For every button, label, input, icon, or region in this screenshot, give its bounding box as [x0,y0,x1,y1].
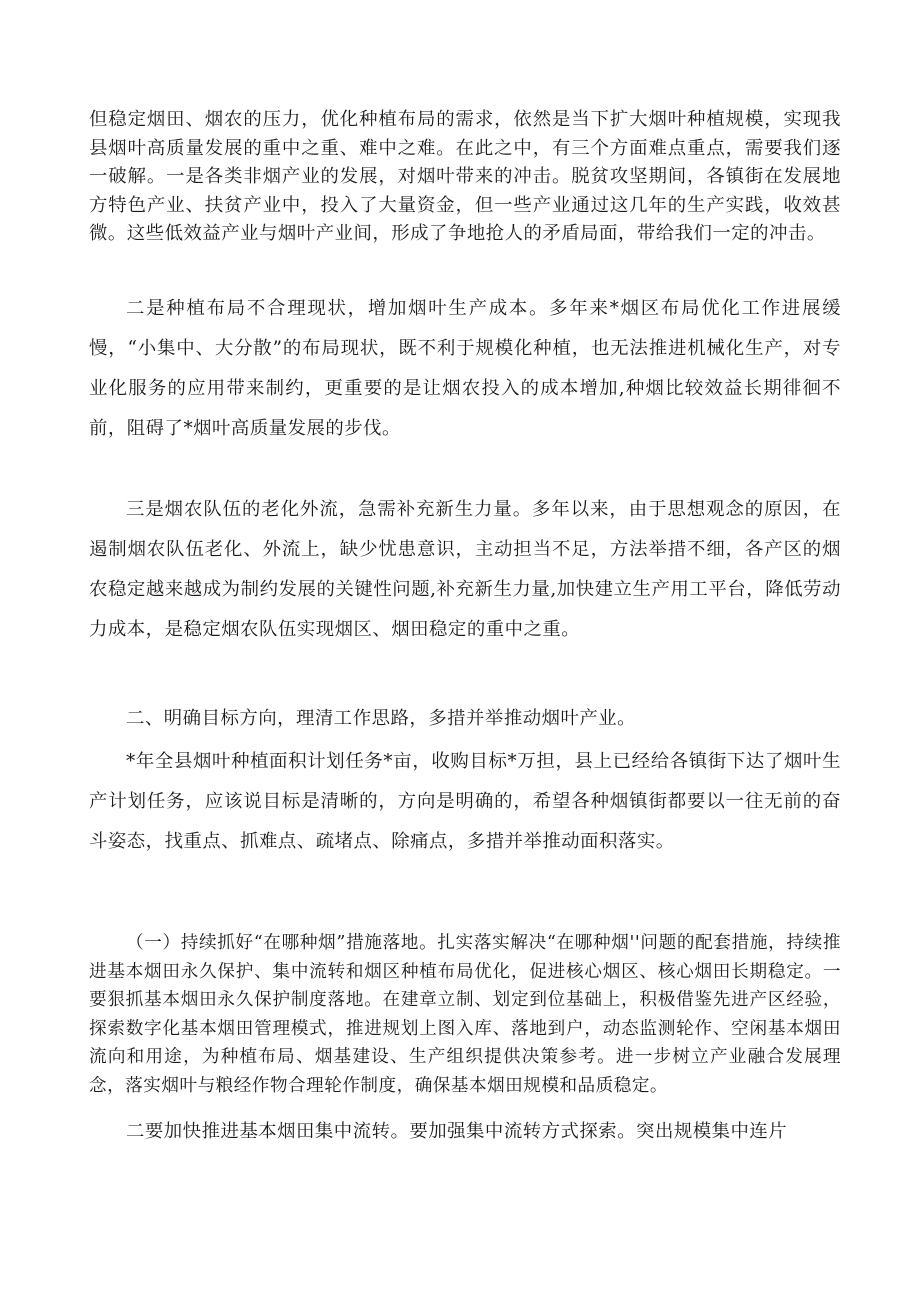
paragraph-annual-targets: *年全县烟叶种植面积计划任务*亩，收购目标*万担，县上已经给各镇街下达了烟叶生产计划任务，应该说目标是清晰的，方向是明确的，希望各种烟镇街都要以一往无前的奋斗姿态，找重点、抓难点、疏堵点、除痛点，多措并举推动面积落实。 [89,751,841,852]
section-heading-goals: 二、明确目标方向，理清工作思路，多措并举推动烟叶产业。 [126,708,637,729]
paragraph-where-to-plant: （一）持续抓好“在哪种烟”措施落地。扎实落实解决“在哪种烟''问题的配套措施，持续推进基本烟田永久保护、集中流转和烟区种植布局优化，促进核心烟区、核心烟田长期稳定。一要狠抓基本烟田永久保护制度落地。在建章立制、划定到位基础上，积极借鉴先进产区经验，探索数字化基本烟田管理模式，推进规划上图入库、落地到户，动态监测轮作、空闲基本烟田流向和用途，为种植布局、烟基建设、生产组织提供决策参考。进一步树立产业融合发展理念，落实烟叶与粮经作物合理轮作制度，确保基本烟田规模和品质稳定。 [89,933,841,1096]
paragraph-non-tobacco-industries: 但稳定烟田、烟农的压力，优化种植布局的需求，依然是当下扩大烟叶种植规模，实现我县烟叶高质量发展的重中之重、难中之难。在此之中，有三个方面难点重点，需要我们逐一破解。一是各类非烟产业的发展，对烟叶带来的冲击。脱贫攻坚期间，各镇街在发展地方特色产业、扶贫产业中，投入了大量资金，但一些产业通过这几年的生产实践，收效甚微。这些低效益产业与烟叶产业间，形成了争地抢人的矛盾局面，带给我们一定的冲击。 [89,109,841,244]
paragraph-planting-layout: 二是种植布局不合理现状，增加烟叶生产成本。多年来*烟区布局优化工作进展缓慢，“小集中、大分散”的布局现状，既不利于规模化种植，也无法推进机械化生产，对专业化服务的应用带来制约，更重要的是让烟农投入的成本增加,种烟比较效益长期徘徊不前，阻碍了*烟叶高质量发展的步伐。 [89,298,841,439]
paragraph-land-transfer: 二要加快推进基本烟田集中流转。要加强集中流转方式探索。突出规模集中连片 [126,1121,788,1142]
paragraph-farmer-aging: 三是烟农队伍的老化外流，急需补充新生力量。多年以来，由于思想观念的原因，在遏制烟农队伍老化、外流上，缺少忧患意识，主动担当不足，方法举措不细，各产区的烟农稳定越来越成为制约发展的关键性问题,补充新生力量,加快建立生产用工平台，降低劳动力成本，是稳定烟农队伍实现烟区、烟田稳定的重中之重。 [89,499,841,640]
